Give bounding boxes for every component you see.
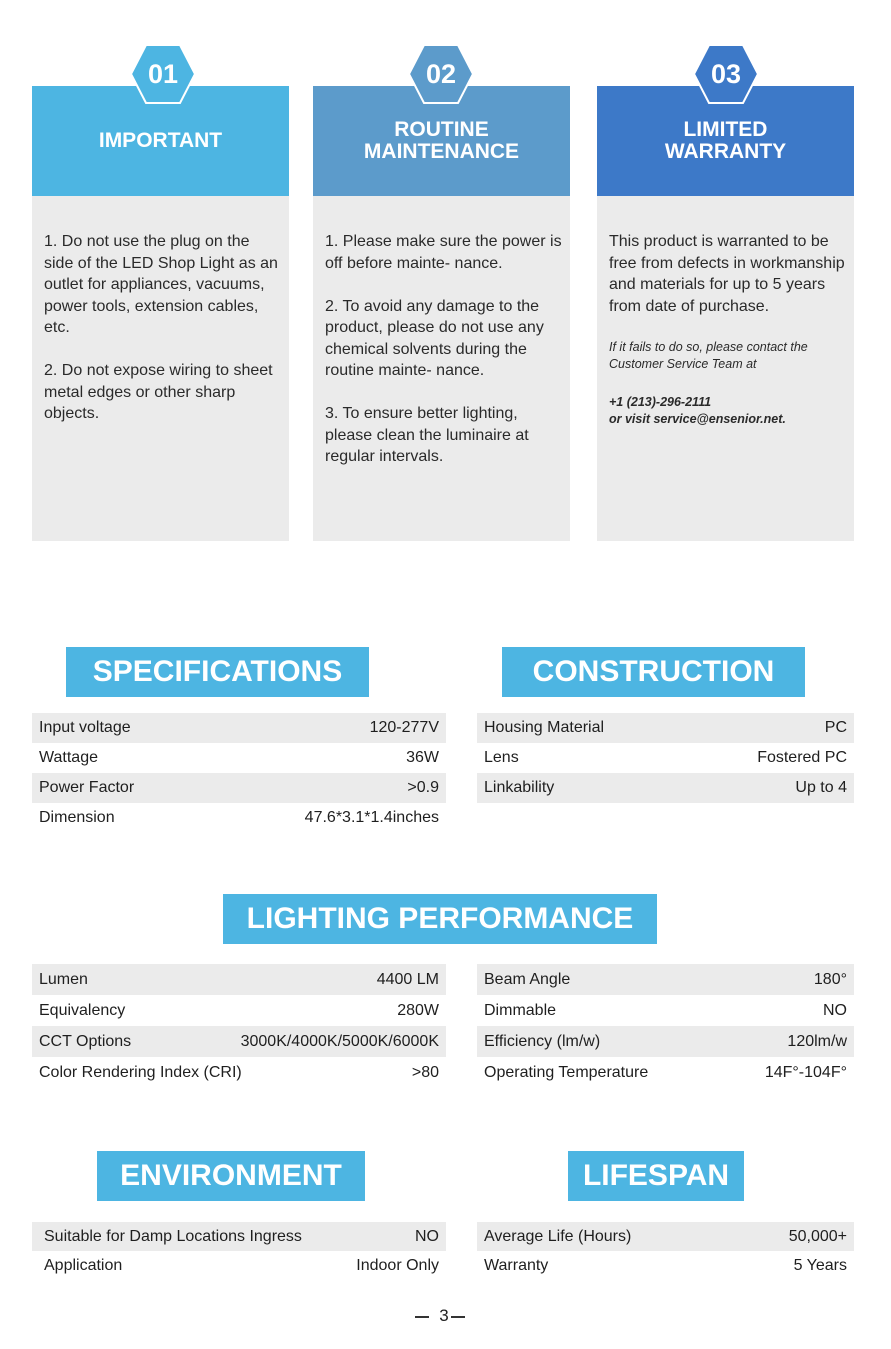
- row-value: Indoor Only: [356, 1256, 439, 1274]
- row-value: 36W: [406, 749, 439, 766]
- table-row: [32, 964, 446, 995]
- table-row: [32, 1251, 446, 1280]
- card-title-line: WARRANTY: [664, 140, 787, 163]
- row-value: 4400 LM: [376, 970, 439, 988]
- row-label: Operating Temperature: [484, 1063, 649, 1081]
- badge-number: 03: [710, 58, 742, 89]
- table-row: [32, 1222, 446, 1251]
- row-value: 120-277V: [369, 719, 439, 736]
- card-title: [99, 130, 222, 152]
- card-paragraph: 2. Do not expose wiring to sheet metal edges or other sharp objects.: [44, 362, 273, 422]
- row-value: 3000K/4000K/5000K/6000K: [240, 1032, 439, 1050]
- card-paragraph: 1. Do not use the plug on the side of the LED Shop Light as an outlet for appliances, vacuums, power tools, extension cables, etc.: [44, 233, 278, 336]
- table-row: [32, 743, 446, 773]
- footer-divider-left: [415, 1316, 429, 1318]
- row-value: 14F°-104F°: [764, 1063, 847, 1081]
- construction-table: [477, 713, 854, 803]
- lifespan-heading: LIFESPAN: [568, 1151, 744, 1201]
- table-row: [477, 1222, 854, 1251]
- contact-email: or visit service@ensenior.net.: [609, 412, 786, 426]
- card-routine-maintenance: [313, 86, 570, 541]
- badge-number: 01: [147, 58, 179, 89]
- row-label: Input voltage: [39, 719, 131, 736]
- row-label: Housing Material: [484, 719, 605, 736]
- row-value: 47.6*3.1*1.4inches: [304, 809, 439, 826]
- card-important: [32, 86, 289, 541]
- card-limited-warranty: [597, 86, 854, 541]
- table-row: [477, 1251, 854, 1280]
- card-body: [32, 196, 289, 541]
- number-badge: [408, 44, 474, 104]
- lifespan-table: [477, 1222, 854, 1280]
- table-row: [32, 773, 446, 803]
- row-value: NO: [823, 1001, 847, 1019]
- card-paragraph: 2. To avoid any damage to the product, please do not use any chemical solvents during the routine mainte- nance.: [325, 297, 544, 379]
- table-row: [32, 1057, 446, 1088]
- row-label: Efficiency (lm/w): [484, 1032, 601, 1050]
- row-value: 180°: [813, 970, 847, 988]
- table-row: [32, 713, 446, 743]
- card-title-line: ROUTINE: [394, 118, 489, 141]
- row-value: >80: [411, 1063, 439, 1081]
- lighting-left-table: [32, 964, 446, 1088]
- row-label: Power Factor: [39, 779, 135, 796]
- page-number: 3: [439, 1306, 449, 1325]
- card-title: [364, 119, 519, 163]
- row-value: 120lm/w: [787, 1032, 847, 1050]
- environment-heading: ENVIRONMENT: [97, 1151, 365, 1201]
- card-paragraph: This product is warranted to be free from defects in workmanship and materials for up to 5 years from date of purchase.: [609, 233, 845, 315]
- card-body: [313, 196, 570, 541]
- lighting-right-table: [477, 964, 854, 1088]
- table-row: [477, 743, 854, 773]
- table-row: [477, 1057, 854, 1088]
- row-value: Fostered PC: [757, 749, 847, 766]
- row-label: Dimension: [39, 809, 115, 826]
- table-row: [477, 713, 854, 743]
- specifications-table: [32, 713, 446, 833]
- card-title-line: MAINTENANCE: [363, 140, 520, 163]
- environment-table: [32, 1222, 446, 1280]
- table-row: [32, 995, 446, 1026]
- number-badge: [130, 44, 196, 104]
- specifications-heading: SPECIFICATIONS: [66, 647, 369, 697]
- construction-heading: CONSTRUCTION: [502, 647, 805, 697]
- row-value: Up to 4: [795, 779, 847, 796]
- row-label: Beam Angle: [484, 970, 571, 988]
- table-row: [477, 773, 854, 803]
- row-label: Dimmable: [484, 1001, 557, 1019]
- row-label: Color Rendering Index (CRI): [39, 1063, 242, 1081]
- card-title-line: LIMITED: [683, 118, 768, 141]
- row-label: Warranty: [484, 1256, 549, 1274]
- number-badge: [693, 44, 759, 104]
- card-title-line: IMPORTANT: [98, 129, 223, 152]
- badge-number: 02: [425, 58, 457, 89]
- row-label: Wattage: [39, 749, 98, 766]
- table-row: [477, 964, 854, 995]
- table-row: [32, 803, 446, 833]
- row-label: Linkability: [484, 779, 555, 796]
- footer-divider-right: [451, 1316, 465, 1318]
- card-paragraph: 1. Please make sure the power is off before mainte- nance.: [325, 233, 562, 272]
- row-label: Equivalency: [39, 1001, 126, 1019]
- row-value: PC: [824, 719, 847, 736]
- row-value: NO: [415, 1227, 439, 1245]
- row-label: Lumen: [39, 970, 88, 988]
- row-value: 5 Years: [793, 1256, 847, 1274]
- card-body: [597, 196, 854, 541]
- card-title: [665, 119, 786, 163]
- row-label: Suitable for Damp Locations Ingress: [44, 1227, 302, 1245]
- table-row: [477, 995, 854, 1026]
- warranty-contact: [609, 394, 846, 428]
- card-paragraph: 3. To ensure better lighting, please clean the luminaire at regular intervals.: [325, 405, 529, 465]
- row-label: Lens: [484, 749, 519, 766]
- row-label: Average Life (Hours): [484, 1227, 632, 1245]
- row-value: 280W: [397, 1001, 439, 1019]
- row-label: CCT Options: [39, 1032, 132, 1050]
- row-label: Application: [44, 1256, 123, 1274]
- contact-phone: +1 (213)-296-2111: [609, 395, 712, 409]
- table-row: [477, 1026, 854, 1057]
- row-value: >0.9: [407, 779, 439, 796]
- table-row: [32, 1026, 446, 1057]
- warranty-note: If it fails to do so, please contact the Customer Service Team at: [609, 339, 808, 371]
- lighting-heading: LIGHTING PERFORMANCE: [223, 894, 657, 944]
- row-value: 50,000+: [788, 1227, 847, 1245]
